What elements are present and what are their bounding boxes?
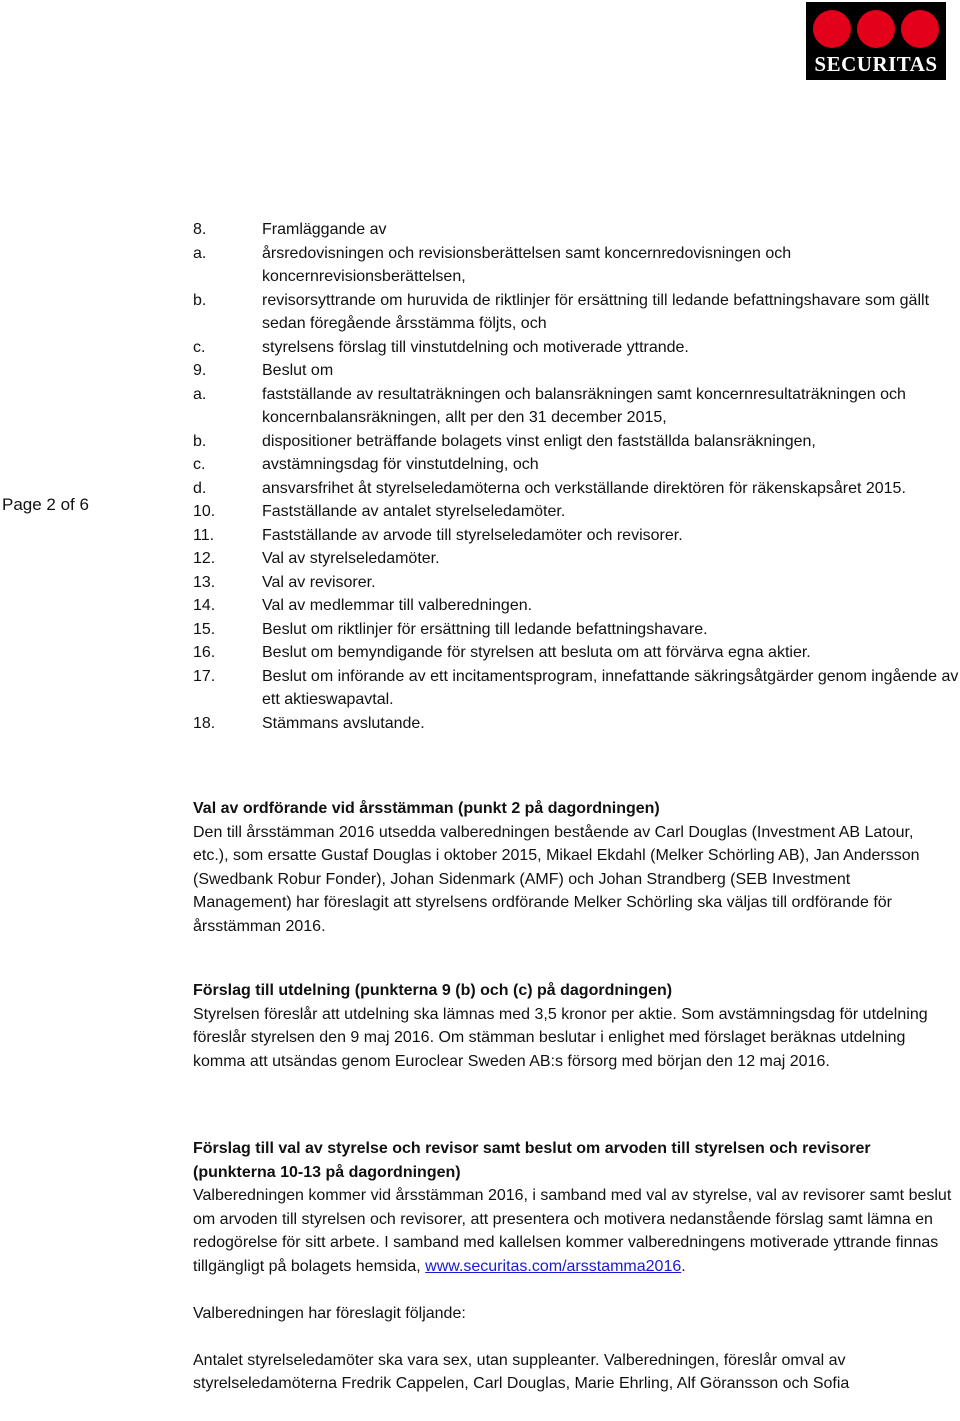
section-chair [193, 797, 953, 938]
page-number: Page 2 of 6 [2, 495, 89, 514]
agenda-item [193, 641, 960, 665]
agenda-list [193, 218, 960, 735]
agenda-item-text: revisorsyttrande om huruvida de riktlinjer för ersättning till ledande befattningshavare som gällt sedan föregående årsstämma följts, och [262, 291, 930, 332]
agenda-item-number: d. [193, 479, 207, 497]
agenda-item-number: a. [193, 385, 207, 403]
proposal-intro: Valberedningen har föreslagit följande: [193, 1304, 466, 1322]
agenda-item [193, 218, 960, 242]
agenda-item-text: Stämmans avslutande. [262, 714, 425, 732]
agenda-item [193, 500, 960, 524]
logo-dot-icon [901, 10, 939, 48]
section-body [193, 1184, 953, 1278]
agenda-item-number: 14. [193, 597, 216, 614]
agenda-item [193, 618, 960, 642]
agenda-item [193, 594, 960, 618]
agenda-item [193, 430, 960, 454]
logo-wordmark: SECURITAS [814, 52, 938, 76]
section-heading: Förslag till utdelning (punkterna 9 (b) och (c) på dagordningen) [193, 982, 673, 999]
agenda-item [193, 524, 960, 548]
section-board [193, 1137, 953, 1396]
agenda-item-number: 13. [193, 573, 216, 591]
agenda-item-text: Fastställande av arvode till styrelseledamöter och revisorer. [262, 526, 683, 544]
agenda-item-number: 18. [193, 714, 216, 732]
agenda-item-number: b. [193, 432, 207, 450]
agenda-item-text: Val av medlemmar till valberedningen. [262, 597, 533, 614]
agenda-item-text: Val av styrelseledamöter. [262, 550, 440, 567]
logo-dot-icon [857, 10, 895, 48]
section-body-text: Valberedningen kommer vid årsstämman 2016, i samband med val av styrelse, val av revisorer samt beslut om arvoden till styrelsen och revisorer, att presentera och motivera nedanstående förslag samt lämna en redogörelse för sitt arbete. I samband med kallelsen kommer valberedningens motiverade yttrande finnas tillgängligt på bolagets hemsida, [193, 1187, 952, 1275]
agenda-item [193, 477, 960, 501]
agenda-item-text: Beslut om [262, 362, 334, 379]
link-trailing-punctuation: . [681, 1257, 686, 1275]
securitas-logo [806, 2, 946, 80]
section-body: Styrelsen föreslår att utdelning ska lämnas med 3,5 kronor per aktie. Som avstämningsdag för utdelning föreslår styrelsen den 9 maj 2016. Om stämman beslutar i enlighet med förslaget beräknas utdelning komma att utsändas genom Euroclear Sweden AB:s försorg med början den 12 maj 2016. [193, 1005, 928, 1070]
agenda-item-number: 12. [193, 550, 216, 567]
agenda-item-number: 8. [193, 221, 207, 238]
section-heading: Val av ordförande vid årsstämman (punkt 2 på dagordningen) [193, 800, 660, 817]
agenda-item-text: styrelsens förslag till vinstutdelning och motiverade yttrande. [262, 338, 689, 356]
agenda-item-text: fastställande av resultaträkningen och balansräkningen samt koncernresultaträkningen och koncernbalansräkningen, allt per den 31 december 2015, [262, 385, 906, 426]
agenda-item-text: Fastställande av antalet styrelseledamöter. [262, 503, 566, 520]
agenda-item-text: ansvarsfrihet åt styrelseledamöterna och verkställande direktören för räkenskapsåret 2015. [262, 479, 906, 497]
agenda-item [193, 289, 960, 336]
agenda-item-text: avstämningsdag för vinstutdelning, och [262, 456, 539, 473]
agenda-item-number: c. [193, 456, 206, 473]
agenda-item [193, 383, 960, 430]
agenda-item [193, 336, 960, 360]
agenda-item [193, 712, 960, 736]
agenda-item [193, 571, 960, 595]
agenda-item-text: Beslut om bemyndigande för styrelsen att besluta om att förvärva egna aktier. [262, 644, 811, 661]
agenda-item-number: c. [193, 338, 206, 356]
agenda-item-number: b. [193, 291, 207, 309]
agenda-item-text: dispositioner beträffande bolagets vinst enligt den fastställda balansräkningen, [262, 432, 816, 450]
section-body: Den till årsstämman 2016 utsedda valberedningen bestående av Carl Douglas (Investment AB Latour, etc.), som ersatte Gustaf Douglas i oktober 2015, Mikael Ekdahl (Melker Schörling AB), Jan Andersson (Swedbank Robur Fonder), Johan Sidenmark (AMF) och Johan Strandberg (SEB Investment Management) har föreslagit att styrelsens ordförande Melker Schörling ska väljas till ordförande för årsstämman 2016. [193, 823, 920, 935]
logo-dot-icon [813, 10, 851, 48]
agenda-item [193, 547, 960, 571]
section-heading: Förslag till val av styrelse och revisor samt beslut om arvoden till styrelsen och revisorer (punkterna 10-13 på dagordningen) [193, 1140, 871, 1181]
agenda-item [193, 359, 960, 383]
agenda-item-text: Beslut om införande av ett incitamentsprogram, innefattande säkringsåtgärder genom ingående av ett aktieswapavtal. [262, 667, 959, 708]
proposal-text: Antalet styrelseledamöter ska vara sex, utan suppleanter. Valberedningen, föreslår omval av styrelseledamöterna Fredrik Cappelen, Carl Douglas, Marie Ehrling, Alf Göransson och Sofia [193, 1351, 850, 1392]
agenda-item-text: Val av revisorer. [262, 573, 376, 591]
agenda-item-number: 16. [193, 644, 216, 661]
agenda-item-number: 10. [193, 503, 216, 520]
agenda-item-number: 11. [193, 526, 215, 544]
agenda-item-text: Framläggande av [262, 221, 387, 238]
agenda-item [193, 665, 960, 712]
section-dividend [193, 979, 953, 1073]
agenda-item-number: 9. [193, 362, 207, 379]
agenda-item-number: a. [193, 244, 207, 262]
agenda-item-number: 17. [193, 667, 216, 685]
agenda-item-number: 15. [193, 620, 216, 638]
agm-link[interactable]: www.securitas.com/arsstamma2016 [425, 1257, 682, 1275]
agenda-item [193, 242, 960, 289]
agenda-item [193, 453, 960, 477]
agenda-item-text: Beslut om riktlinjer för ersättning till ledande befattningshavare. [262, 620, 708, 638]
agenda-item-text: årsredovisningen och revisionsberättelsen samt koncernredovisningen och koncernrevisionsberättelsen, [262, 244, 792, 285]
